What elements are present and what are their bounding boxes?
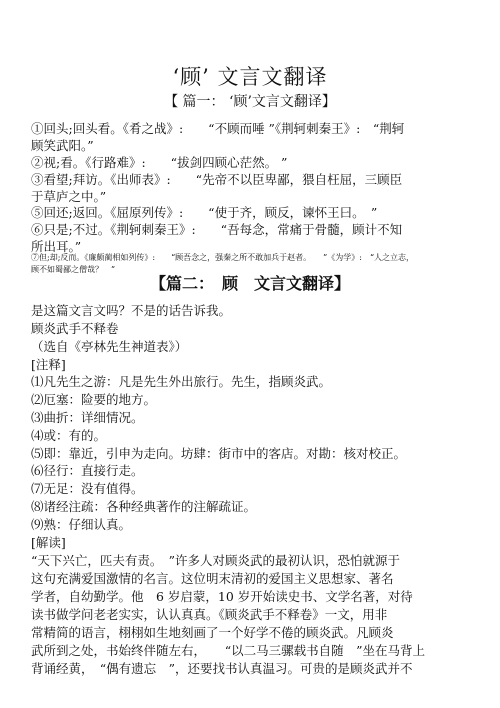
part2-line: 是这篇文言文吗？不是的话告诉我。 (31, 303, 232, 318)
part1-line: ②视;看。《行路难》: “拔剑四顾心茫然。 ” (31, 155, 288, 170)
part2-line: 背诵经黄， “偶有遗忘 ”，还要找书认真温习。可贵的是顾炎武并不 (31, 661, 413, 676)
part2-line: ⑹径行：直接行走。 (31, 463, 144, 478)
part1-line: ①回头;回头看。《肴之战》: “不顾而唾 ”《荆轲刺秦王》: “荆轲 (31, 121, 405, 136)
part2-line: ⑴凡先生之游：凡是先生外出旅行。先生，指顾炎武。 (31, 374, 332, 389)
part2-line: ⑺无足：没有值得。 (31, 481, 144, 496)
part2-line: ⑶曲折：详细情况。 (31, 410, 144, 425)
part1-line-small: 顾不如蜀鄙之僧哉？ ” (31, 265, 116, 274)
part2-line: 常精简的语言，栩栩如生地刻画了一个好学不倦的顾炎武。凡顾炎 (31, 625, 394, 640)
part1-line: 所出耳。” (31, 239, 82, 254)
part2-line: 这句充满爱国激情的名言。这位明末清初的爱国主义思想家、著名 (31, 571, 394, 586)
part2-line: [注释] (31, 357, 66, 372)
part1-line-small: ⑦但;却;反而。《廉颇蔺相如列传》: “顾吾念之，强秦之所不敢加兵于赵者。 ”《为学》: “人之立志， (31, 253, 415, 262)
part1-line: 于草庐之中。” (31, 189, 107, 204)
part2-line: 武所到之处，书始终伴随左右， “以二马三骡载书自随 ”坐在马背上 (31, 643, 426, 658)
part1-line: 顾笑武阳。” (31, 138, 94, 153)
part2-line: 顾炎武手不释卷 (31, 321, 119, 336)
part2-heading: 【篇二： 顾 文言文翻译】 (149, 274, 350, 293)
document-title: ‘顾’ 文言文翻译 (172, 65, 328, 89)
part2-line: ⑼熟：仔细认真。 (31, 517, 132, 532)
part2-line: ⑸即：靠近，引申为走向。坊肆：街市中的客店。对勘：核对校正。 (31, 446, 407, 461)
part2-line: “天下兴亡，匹夫有责。 ”许多人对顾炎武的最初认识，恐怕就源于 (31, 553, 401, 568)
part2-line: [解读] (31, 535, 66, 550)
part1-line: ⑥只是;不过。《荆轲刺秦王》: “吾每念，常痛于骨髓，顾计不知 (31, 222, 403, 237)
part2-line: 读书做学问老老实实，认认真真。《顾炎武手不释卷》一文，用非 (31, 607, 388, 622)
part1-line: ③看望;拜访。《出师表》: “先帝不以臣卑鄙，猥自枉屈，三顾臣 (31, 172, 403, 187)
part2-line: 学者，自幼勤学。他 6 岁启蒙，10 岁开始读史书、文学名著，对待 (31, 589, 413, 604)
part2-line: ⑵厄塞：险要的地方。 (31, 392, 157, 407)
part1-heading: 【 篇一： ‘顾’文言文翻译】 (164, 94, 336, 110)
part2-line: ⑷或：有的。 (31, 428, 107, 443)
part1-line: ⑤回还;返回。《屈原列传》: “使于齐，顾反，谏怀王曰。 ” (31, 205, 378, 220)
part2-line: （选自《亭林先生神道表》） (31, 339, 188, 354)
part2-line: ⑻诸经注疏：各种经典著作的注解疏证。 (31, 499, 257, 514)
